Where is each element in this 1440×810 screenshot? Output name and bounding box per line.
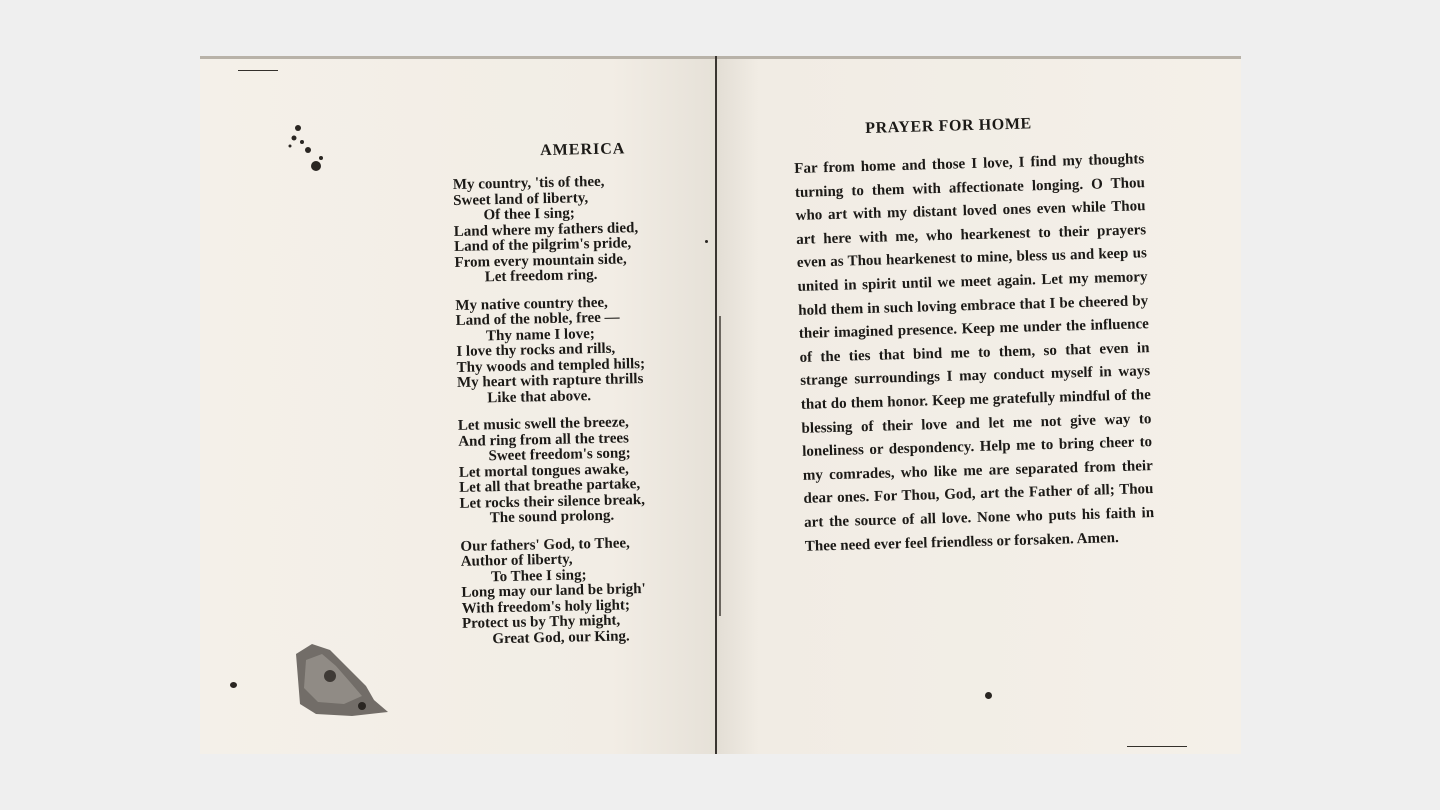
poem-line: Land of the noble, free — — [455, 309, 620, 329]
stanza-2 — [455, 294, 687, 407]
poem-line: And ring from all the trees — [458, 429, 630, 450]
poem-line: Land where my fathers died, — [453, 219, 639, 240]
poem-line: Let all that breathe partake, — [459, 476, 641, 496]
poem-line: My country, 'tis of thee, — [452, 173, 605, 193]
ink-blot-top — [286, 118, 336, 178]
stanza-4 — [460, 535, 692, 648]
poem-line: Land of the pilgrim's pride, — [453, 235, 632, 255]
poem-line: Long may our land be brigh' — [461, 581, 646, 601]
poem-line: My heart with rapture thrills — [456, 371, 644, 391]
poem-line: Sweet freedom's song; — [488, 445, 631, 465]
poem-block — [452, 139, 693, 660]
left-page — [200, 56, 715, 754]
poem-line: Great God, our King. — [492, 627, 630, 647]
poem-line: Of thee I sing; — [483, 205, 575, 224]
poem-line: Author of liberty, — [460, 551, 573, 570]
ink-speck — [985, 692, 992, 699]
stanza-1 — [453, 173, 685, 286]
stanza-3 — [458, 414, 690, 527]
prayer-title: PRAYER FOR HOME — [864, 115, 1033, 137]
poem-line: To Thee I sing; — [490, 566, 587, 585]
poem-line: Protect us by Thy might, — [461, 612, 621, 632]
prayer-text: Far from home and those I love, I find my thoughts turning to them with affectionate longing. O Thou who art with my distant loved ones even while Thou art here with me, who hearkenest to their prayers even as Thou hearkenest to mine, bless us and keep us united in spirit until we meet again. Let my memory hold them in such loving embrace that I be cheered by their imagined presence. Keep me under the influence of the ties that bind me to them, so that even in strange surroundings I may conduct myself in ways that do them honor. Keep me gratefully mindful of the blessing of their love and let me not give way to loneliness or despondency. Help me to bring cheer to my comrades, who like me are separated from their dear ones. For Thou, God, art the Father of all; Thou art the source of all love. None who puts his faith in Thee need ever feel friendless or forsaken. Amen. — [794, 151, 1155, 555]
scan-mark — [1127, 746, 1187, 747]
poem-line: Thy woods and templed hills; — [456, 355, 646, 376]
poem-line: Our fathers' God, to Thee, — [460, 534, 631, 555]
poem-line: Sweet land of liberty, — [453, 189, 589, 209]
poem-title: AMERICA — [539, 140, 626, 160]
right-page — [717, 56, 1241, 754]
scan-mark — [238, 70, 278, 71]
poem-line: With freedom's holy light; — [461, 596, 631, 617]
prayer-block — [793, 112, 1155, 559]
open-booklet — [200, 56, 1241, 754]
poem-line: The sound prolong. — [489, 507, 615, 527]
binding-shadow — [719, 316, 721, 616]
poem-line: Like that above. — [487, 387, 592, 406]
poem-line: Let rocks their silence break, — [459, 491, 646, 512]
poem-line: I love thy rocks and rills, — [456, 340, 616, 360]
ink-speck — [705, 240, 708, 243]
ink-speck — [230, 682, 237, 688]
poem-line: From every mountain side, — [454, 250, 627, 271]
poem-line: Let freedom ring. — [484, 266, 598, 286]
poem-line: Thy name I love; — [485, 325, 595, 344]
page-top-edge — [717, 56, 1241, 59]
poem-line: Let music swell the breeze, — [457, 414, 629, 434]
page-top-edge — [200, 56, 715, 59]
poem-line: My native country thee, — [455, 294, 608, 314]
ink-stain-bottom — [292, 642, 388, 718]
poem-line: Let mortal tongues awake, — [458, 460, 629, 481]
